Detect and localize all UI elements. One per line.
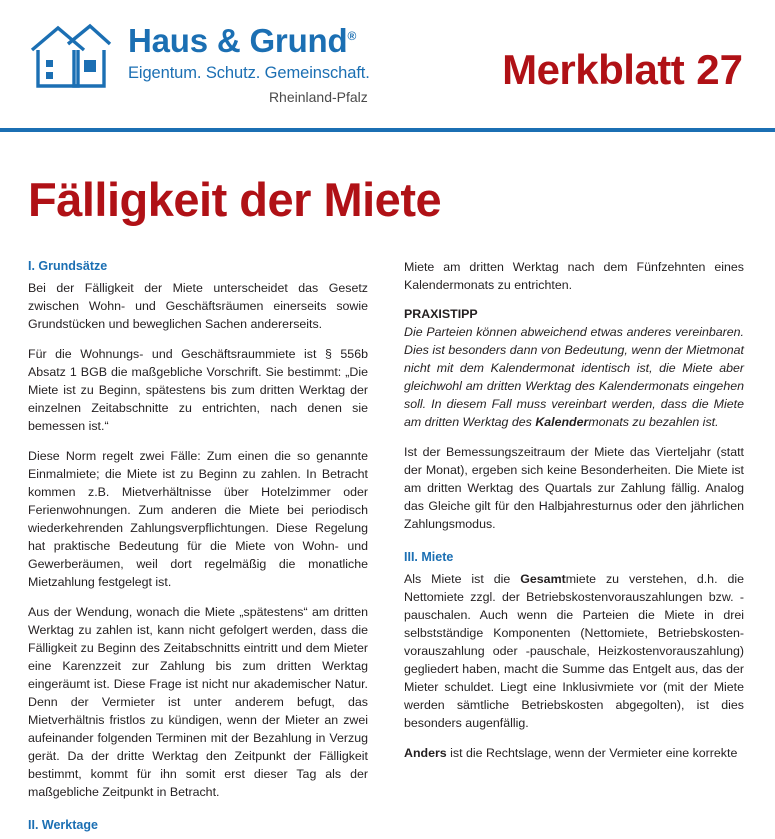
brand-logo	[28, 18, 370, 105]
praxistipp-heading: PRAXISTIPP	[404, 306, 478, 321]
page-title: Fälligkeit der Miete	[28, 173, 442, 226]
paragraph: Für die Wohnungs- und Geschäftsraummiete ist § 556b Absatz 1 BGB die maßgebliche Vorschrift. Sie bestimmt: „Die Miete ist zu Beginn, spätestens bis zum dritten Werktag der einzelnen Zeitabschnitte zu entrichten, nach denen sie bemessen ist.“	[28, 346, 368, 433]
merkblatt-label: Merkblatt	[502, 46, 685, 93]
merkblatt-badge	[502, 18, 745, 94]
brand-text	[128, 18, 370, 105]
paragraph-part-1: Als Miete ist die	[404, 571, 521, 586]
section-heading-grundsaetze: I. Grundsätze	[28, 259, 108, 273]
brand-region: Rheinland-Pfalz	[268, 88, 368, 105]
right-column	[404, 259, 744, 839]
brand-claim: Eigentum. Schutz. Gemeinschaft.	[128, 63, 370, 82]
praxistipp-text	[404, 324, 744, 432]
paragraph: Aus der Wendung, wonach die Miete „spätestens“ am dritten Werktag zu zahlen ist, kann nicht gefolgert werden, dass die Fälligkeit zu Beginn des Zeitabschnitts eintritt und dem Mieter eine Karenzzeit zur Zahlung bis zum dritten Werktag eingeräumt ist. Diese Frage ist nicht nur akademischer Natur. Denn der Vermieter ist unter anderem befugt, das Mietverhältnis fristlos zu kündigen, wenn der Mieter an zwei aufeinander folgenden Terminen mit der Bezahlung in Verzug gerät. Da der dritte Werktag den Zeitpunkt der Fälligkeit bestimmt, kommt für ihn somit erst dieser Tag als der maßgebliche Zeitpunkt in Betracht.	[28, 604, 368, 799]
paragraph: Ist der Bemessungszeitraum der Miete das Vierteljahr (statt der Monat), ergeben sich keine Besonderheiten. Die Miete ist am dritten Werktag des Quartals zur Zahlung fällig. Analog das Gleiche gilt für den Halbjahresturnus oder den jährlichen Zahlungsmodus.	[404, 444, 744, 531]
document-header	[0, 0, 775, 128]
merkblatt-number: 27	[696, 46, 743, 93]
tip-part-1: Die Parteien können abweichend etwas anderes vereinbaren. Dies ist besonders dann von Bedeutung, wenn der Mietmonat nicht mit dem Kalendermonat identisch ist, die Miete aber gleichwohl am dritten Werktag des Kalendermonats eingehen soll. In diesem Fall muss vereinbart werden, dass die Miete am dritten Werktag des	[404, 324, 744, 429]
paragraph-rest: ist die Rechtslage, wenn der Vermieter eine korrekte	[446, 745, 738, 760]
left-column	[28, 259, 368, 839]
paragraph: Bei der Fälligkeit der Miete unterscheidet das Gesetz zwischen Wohn- und Geschäftsräumen einerseits sowie Grundstücken und beweglichen Sachen andererseits.	[28, 281, 368, 331]
brand-name-text: Haus & Grund	[128, 22, 348, 59]
article-columns	[0, 227, 775, 839]
brand-name	[128, 24, 356, 59]
paragraph-bold: Gesamt	[520, 571, 566, 586]
paragraph: Miete am dritten Werktag nach dem Fünfzehnten eines Kalendermonats zu entrichten.	[404, 260, 744, 292]
paragraph: Diese Norm regelt zwei Fälle: Zum einen die so genannte Einmalmiete; die Miete ist zu Beginn zu zahlen. In Betracht kommen z.B. Mietverhältnisse über Hotelzimmer oder Ferienwohnungen. Zum anderen die Miete bei periodisch wiederkehrenden Zahlungsverpflichtungen. Diese Regelung hat praktische Bedeutung für die Miete von Wohn- und Gewerberäumen, weil dort regelmäßig die monatliche Mietzahlung festgelegt ist.	[28, 448, 368, 589]
section-heading-werktage: II. Werktage	[28, 817, 98, 832]
tip-bold: Kalender	[535, 414, 589, 429]
paragraph	[404, 745, 744, 763]
section-heading-miete: III. Miete	[404, 549, 454, 564]
registered-mark: ®	[347, 29, 357, 43]
paragraph-part-2: miete zu verstehen, d.h. die Nettomiete zzgl. der Betriebskostenvorauszahlungen bzw. -pauschalen. Auch wenn die Parteien die Miete in drei selbstständige Komponenten (Nettomiete, Betriebskosten-vorauszahlung oder -pauschale, Heizkostenvorauszahlung) gegliedert haben, macht die Summe das Entgelt aus, das der Mieter schuldet. Liegt eine Inklusivmiete vor (mit der Miete werden sämtliche Betriebskosten abgegolten), ist dies besonders augenfällig.	[404, 571, 744, 730]
paragraph	[404, 571, 744, 733]
house-logo-icon	[28, 20, 114, 92]
paragraph-bold: Anders	[404, 745, 447, 760]
tip-part-2: monats zu bezahlen ist.	[588, 414, 719, 429]
